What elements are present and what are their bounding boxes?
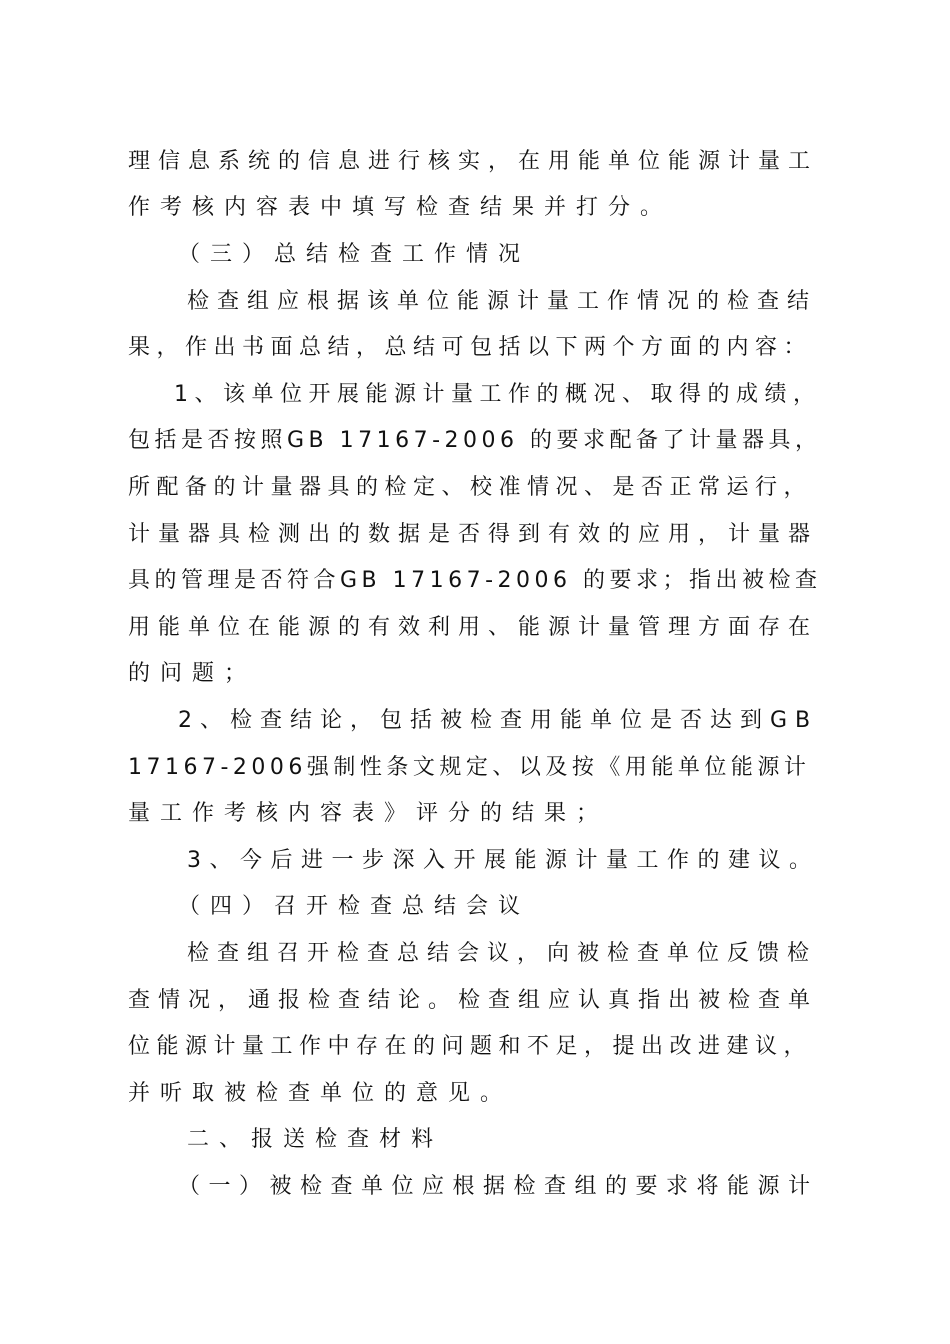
text-line: 检查组应根据该单位能源计量工作情况的检查结: [187, 289, 818, 314]
text-line: 具的管理是否符合GB 17167-2006 的要求；指出被检查: [128, 568, 822, 593]
section-heading: （一）被检查单位应根据检查组的要求将能源计: [178, 1174, 819, 1199]
section-heading: 二、报送检查材料: [187, 1127, 444, 1152]
list-item: 2、检查结论，包括被检查用能单位是否达到GB: [178, 708, 819, 733]
text-line: 所配备的计量器具的检定、校准情况、是否正常运行，: [128, 475, 813, 500]
text-line: 理信息系统的信息进行核实，在用能单位能源计量工: [128, 149, 819, 174]
text-line: 检查组召开检查总结会议，向被检查单位反馈检: [187, 941, 818, 966]
text-line: 包括是否按照GB 17167-2006 的要求配备了计量器具，: [128, 428, 822, 453]
list-item: 3、今后进一步深入开展能源计量工作的建议。: [187, 848, 820, 873]
text-line: 位能源计量工作中存在的问题和不足，提出改进建议，: [128, 1034, 813, 1059]
text-line: 果，作出书面总结，总结可包括以下两个方面的内容：: [128, 335, 813, 360]
section-heading: （四）召开检查总结会议: [178, 894, 531, 919]
section-heading: （三）总结检查工作情况: [178, 242, 531, 267]
list-item: 1、该单位开展能源计量工作的概况、取得的成绩，: [174, 382, 822, 407]
text-line: 作考核内容表中填写检查结果并打分。: [128, 195, 673, 220]
text-line: 量工作考核内容表》评分的结果；: [128, 801, 609, 826]
text-line: 计量器具检测出的数据是否得到有效的应用，计量器: [128, 522, 819, 547]
text-line: 的问题；: [128, 661, 257, 686]
text-line: 查情况，通报检查结论。检查组应认真指出被检查单: [128, 988, 819, 1013]
text-line: 用能单位在能源的有效利用、能源计量管理方面存在: [128, 615, 819, 640]
text-line: 17167-2006强制性条文规定、以及按《用能单位能源计: [128, 755, 811, 780]
text-line: 并听取被检查单位的意见。: [128, 1081, 513, 1106]
